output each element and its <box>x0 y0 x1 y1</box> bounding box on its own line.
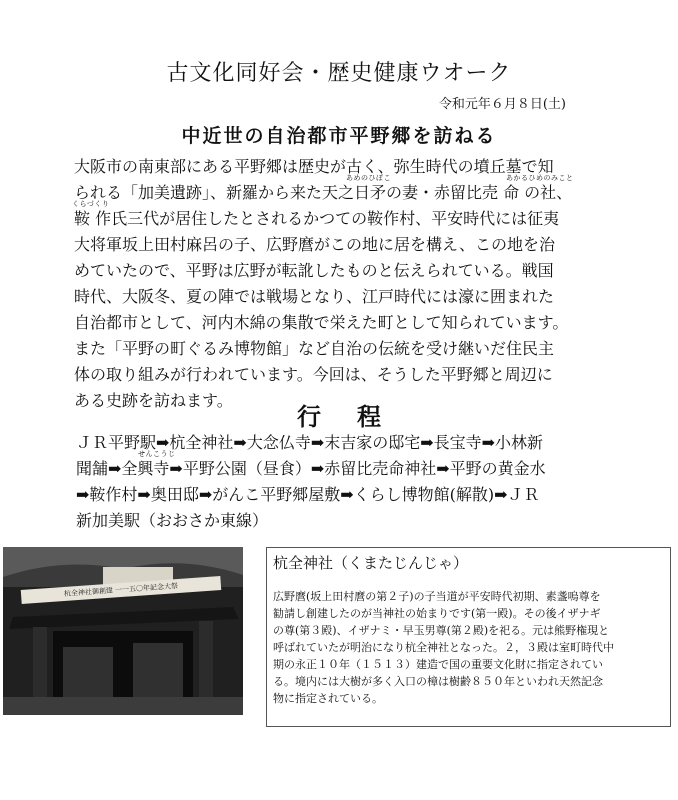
intro-line <box>74 362 614 388</box>
event-date: 令和元年６月８日(土) <box>438 97 566 112</box>
route-line-text: 新加美駅（おおさか東線） <box>76 511 269 530</box>
route-line-text: ➡鞍作村➡奥田邸➡がんこ平野郷屋敷➡くらし博物館(解散)➡ＪＲ <box>76 485 540 504</box>
ruby-kuratsukuri: くらづくり <box>72 200 110 208</box>
route-line-text: ＪＲ平野駅➡杭全神社➡大念仏寺➡末吉家の邸宅➡長宝寺➡小林新 <box>76 433 544 452</box>
route-line <box>76 450 606 482</box>
intro-line-text: 大将軍坂上田村麻呂の子、広野麿がこの地に居を構え、この地を治 <box>74 235 555 254</box>
intro-line <box>74 258 614 284</box>
shrine-gate-illustration <box>3 547 243 715</box>
intro-line <box>74 310 614 336</box>
intro-line <box>74 284 614 310</box>
intro-line-text: ある史跡を訪ねます。 <box>74 391 233 410</box>
intro-line <box>74 174 614 206</box>
shrine-description-line: 期の永正１０年（１５１３）建造で国の重要文化財に指定されてい <box>273 658 603 671</box>
shrine-description-line: 呼ばれていたが明治になり杭全神社となった。２，３殿は室町時代中 <box>273 641 614 654</box>
page-subtitle: 中近世の自治都市平野郷を訪ねる <box>181 125 497 147</box>
shrine-description-line: 物に指定されている。 <box>273 692 383 705</box>
page-title: 古文化同好会・歴史健康ウオーク <box>166 61 512 86</box>
intro-line-text: 鞍 作氏三代が居住したとされるかつての鞍作村、平安時代には征夷 <box>74 209 560 228</box>
shrine-title: 杭全神社（くまたじんじゃ） <box>273 554 469 572</box>
intro-line <box>74 232 614 258</box>
intro-line <box>74 336 614 362</box>
intro-line-text: 自治都市として、河内木綿の集散で栄えた町として知られています。 <box>74 313 569 332</box>
shrine-info-box <box>266 547 671 727</box>
intro-line-text: また「平野の町ぐるみ博物館」など自治の伝統を受け継いだ住民主 <box>74 339 555 358</box>
intro-line-text: られる「加美遺跡」、新羅から来た天之日矛の妻・赤留比売 命 の社、 <box>74 183 573 202</box>
shrine-banner: 杭全神社御創建 一一五〇年記念大祭 <box>21 576 221 604</box>
shrine-description-line: 勧請し創建したのが当神社の始まりです(第一殿)。その後イザナギ <box>273 607 601 620</box>
intro-paragraph <box>74 154 614 414</box>
intro-line-text: 時代、大阪冬、夏の陣では戦場となり、江戸時代には濠に囲まれた <box>74 287 555 306</box>
intro-line-text: 体の取り組みが行われています。今回は、そうした平野郷と周辺に <box>74 365 553 384</box>
ruby-senkouji: せんこうじ <box>138 450 176 458</box>
route-line <box>76 482 606 508</box>
ruby-akaruhime: あかるひめのみこと <box>506 174 574 182</box>
shrine-description-line: る。境内には大樹が多く入口の樟は樹齢８５０年といわれ天然記念 <box>273 675 603 688</box>
intro-line <box>72 200 614 232</box>
route-line-text: 聞舗➡全興寺➡平野公園（昼食）➡赤留比売命神社➡平野の黄金水 <box>76 459 546 478</box>
itinerary-heading: 行程 <box>297 402 417 431</box>
shrine-description-line: の尊(第３殿)、イザナミ・早玉男尊(第２殿)を祀る。元は熊野権現と <box>273 624 610 637</box>
route-line <box>76 508 606 534</box>
shrine-description-line: 広野麿(坂上田村麿の第２子)の子当道が平安時代初期、素盞嗚尊を <box>273 590 601 603</box>
shrine-description <box>273 588 668 707</box>
ruby-amenohiboko: あめのひぼこ <box>346 174 391 182</box>
itinerary-route <box>76 430 606 534</box>
intro-line-text: めていたので、平野は広野が転訛したものと伝えられている。戦国 <box>74 261 554 280</box>
shrine-gate-photo <box>3 547 243 715</box>
intro-line-text: 大阪市の南東部にある平野郷は歴史が古く、弥生時代の墳丘墓で知 <box>74 157 554 176</box>
